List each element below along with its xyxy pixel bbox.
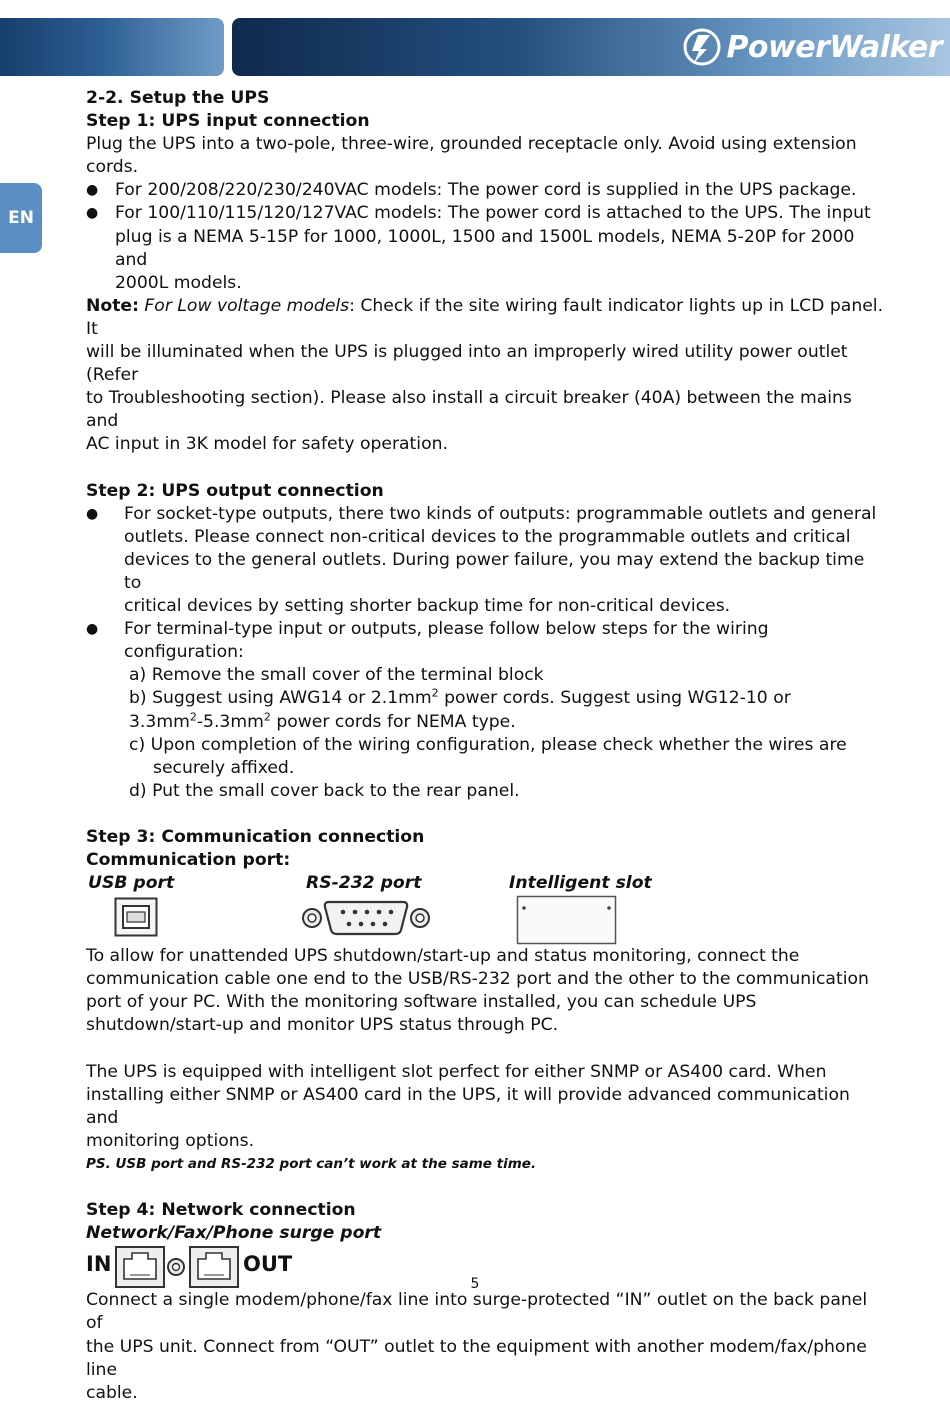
note-label: Note: <box>86 295 139 316</box>
step1-bullet-cont: 2000L models. <box>115 272 242 293</box>
step2-bullet-cont: devices to the general outlets. During power failure, you may extend the backup time to <box>124 549 865 593</box>
ps-note: PS. USB port and RS-232 port can’t work at the same time. <box>86 1156 537 1173</box>
step3-paragraph2-line: installing either SNMP or AS400 card in the UPS, it will provide advanced communication and <box>86 1084 850 1128</box>
language-tab: EN <box>0 183 42 253</box>
port-labels <box>86 872 886 895</box>
step2-bullet-cont: critical devices by setting shorter backup time for non-critical devices. <box>124 596 731 617</box>
port-icons <box>86 895 886 945</box>
step1-note-line <box>86 295 886 341</box>
wiring-step-b: b) Suggest using AWG14 or $2.1mm^2$ power cords. Suggest using WG12-10 or <box>129 686 791 709</box>
step3-paragraph1-line: To allow for unattended UPS shutdown/start-up and status monitoring, connect the <box>86 946 800 967</box>
powerwalker-logo-icon <box>680 27 726 67</box>
brand-name: PowerWalker <box>726 29 942 65</box>
step1-note-line: will be illuminated when the UPS is plugged into an improperly wired utility power outlet (Refer <box>86 342 848 386</box>
in-label: IN <box>86 1252 112 1277</box>
wiring-step-d: d) Put the small cover back to the rear panel. <box>129 780 520 801</box>
step2-bullet-cont: outlets. Please connect non-critical devices to the programmable outlets and critical <box>124 526 851 547</box>
step1-note-line: to Troubleshooting section). Please also install a circuit breaker (40A) between the mains and <box>86 388 852 432</box>
step3-paragraph2-line: monitoring options. <box>86 1130 255 1151</box>
step4-paragraph-line: cable. <box>86 1382 138 1403</box>
step3-paragraph1-line: port of your PC. With the monitoring software installed, you can schedule UPS <box>86 992 757 1013</box>
wiring-step-c: c) Upon completion of the wiring configuration, please check whether the wires are <box>129 734 847 755</box>
rs232-port-icon <box>301 898 431 938</box>
step1-note-line: AC input in 3K model for safety operation. <box>86 434 448 455</box>
page-header <box>0 18 950 76</box>
header-right-band <box>232 18 950 76</box>
step1-intro-line: cords. <box>86 157 139 178</box>
intelligent-slot-icon <box>516 895 618 945</box>
intelligent-slot-label: Intelligent slot <box>509 873 652 894</box>
step1-bullet: ● For 100/110/115/120/127VAC models: The power cord is attached to the UPS. The input <box>86 202 886 225</box>
note-text: : Check if the site wiring fault indicator lights up in LCD panel. It <box>86 295 884 339</box>
page-number: 5 <box>470 1276 480 1292</box>
section-title: 2-2. Setup the UPS <box>86 88 270 108</box>
step2-bullet: ● For terminal-type input or outputs, please follow below steps for the wiring configuration: <box>86 618 886 664</box>
step3-title: Step 3: Communication connection <box>86 827 425 847</box>
document-body <box>86 87 886 1405</box>
wiring-step-c-cont: securely affixed. <box>153 757 295 778</box>
step2-title: Step 2: UPS output connection <box>86 480 384 501</box>
usb-port-icon <box>114 897 158 937</box>
step4-paragraph-line: Connect a single modem/phone/fax line into surge-protected “IN” outlet on the back panel of <box>86 1290 868 1334</box>
step1-bullet: ● For 200/208/220/230/240VAC models: The power cord is supplied in the UPS package. <box>86 179 886 202</box>
usb-port-label: USB port <box>88 873 175 894</box>
step3-paragraph2-line: The UPS is equipped with intelligent slot perfect for either SNMP or AS400 card. When <box>86 1061 827 1082</box>
wiring-step-a: a) Remove the small cover of the terminal block <box>129 665 544 686</box>
header-left-band <box>0 18 224 76</box>
step1-bullet-cont: plug is a NEMA 5-15P for 1000, 1000L, 1500 and 1500L models, NEMA 5-20P for 2000 and <box>115 226 855 270</box>
note-italic: For Low voltage models <box>144 295 350 316</box>
step3-paragraph1-line: communication cable one end to the USB/RS-232 port and the other to the communication <box>86 969 869 990</box>
step3-paragraph1-line: shutdown/start-up and monitor UPS status through PC. <box>86 1015 559 1036</box>
step2-bullet: ● For socket-type outputs, there two kinds of outputs: programmable outlets and general <box>86 503 886 526</box>
rs232-port-label: RS-232 port <box>306 873 422 894</box>
step4-subtitle: Network/Fax/Phone surge port <box>86 1223 382 1244</box>
communication-port-heading: Communication port: <box>86 850 291 871</box>
wiring-step-b-cont: $3.3mm^2-5.3mm^2$ power cords for NEMA type. <box>129 709 516 732</box>
step4-title: Step 4: Network connection <box>86 1200 356 1221</box>
out-label: OUT <box>243 1252 293 1277</box>
step1-intro-line: Plug the UPS into a two-pole, three-wire, grounded receptacle only. Avoid using extension <box>86 134 857 155</box>
step4-paragraph-line: the UPS unit. Connect from “OUT” outlet to the equipment with another modem/fax/phone line <box>86 1336 867 1380</box>
brand-logo <box>680 26 942 68</box>
step1-title: Step 1: UPS input connection <box>86 111 370 132</box>
